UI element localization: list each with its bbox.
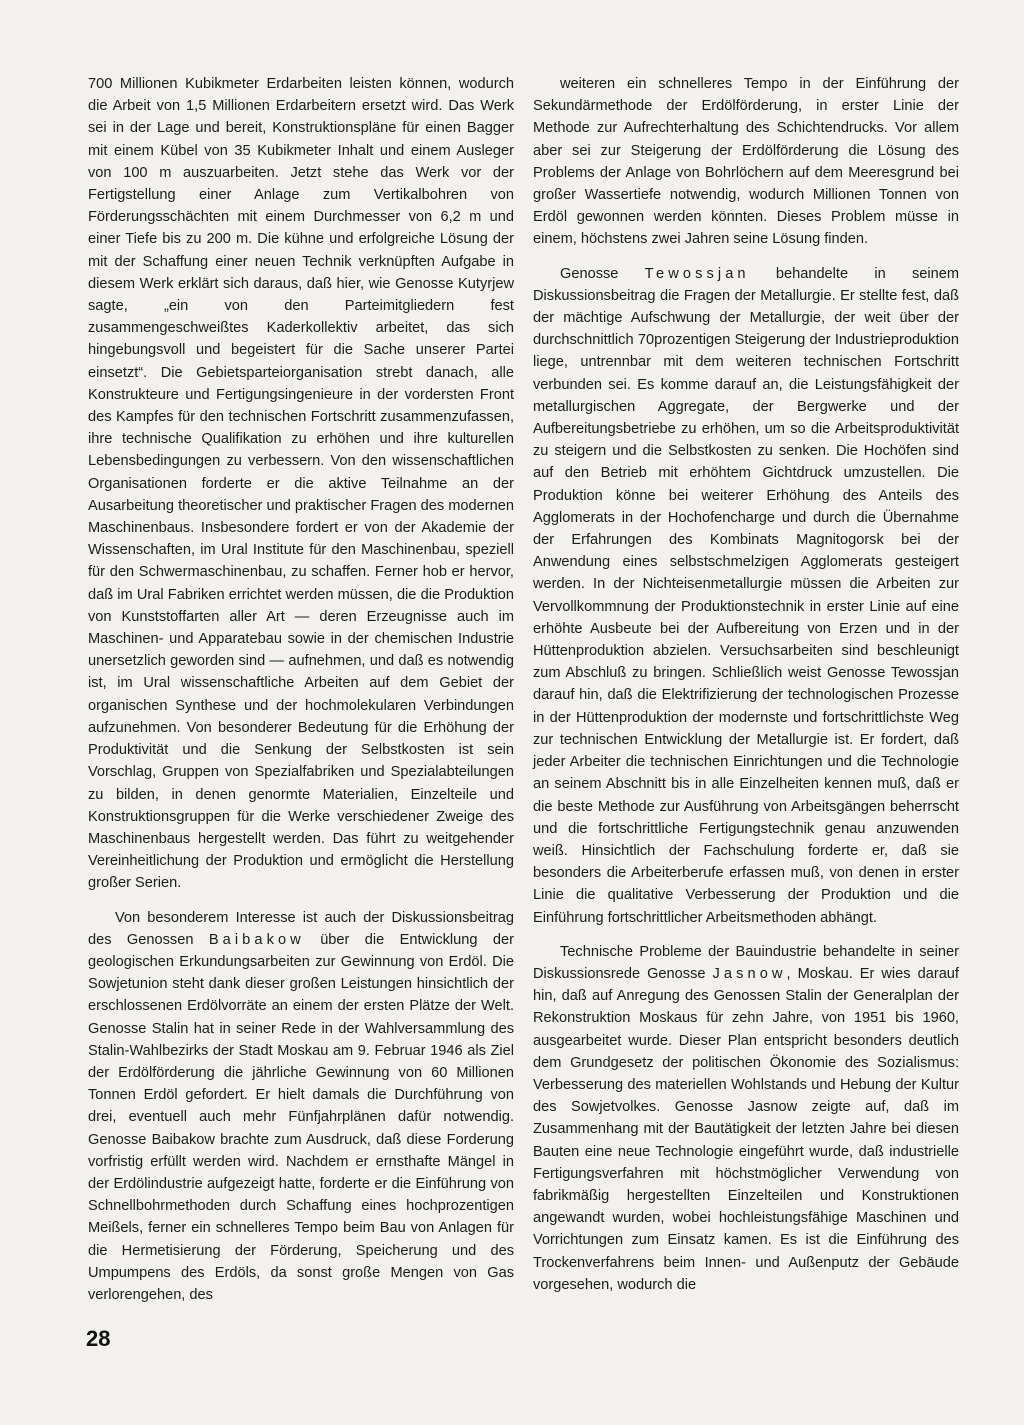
right-paragraph-3 xyxy=(533,941,959,1296)
name-baibakow: Baibakow xyxy=(208,931,305,948)
left-paragraph-1: 700 Millionen Kubikmeter Erdarbeiten leisten können, wodurch die Arbeit von 1,5 Millionen Erdarbeitern ersetzt wird. Das Werk sei in der Lage und bereit, Konstruktionspläne für einen Bagger mit einem Kübel von 35 Kubikmeter Inhalt und einem Ausleger von 100 m auszuarbeiten. Jetzt stehe das Werk vor der Fertigstellung einer Anlage zum Vertikalbohren von Förderungsschächten mit einem Durchmesser von 6,2 m und einer Tiefe bis zu 200 m. Die kühne und erfolgreiche Lösung der mit der Schaffung einer neuen Technik verknüpften Aufgabe in diesem Werk erklärt sich daraus, daß hier, wie Genosse Kutyrjew sagte, „ein von den Parteimitgliedern fest zusammengeschweißtes Kaderkollektiv arbeitet, das sich hingebungsvoll und begeistert für die Sache unserer Partei einsetzt“. Die Gebietsparteiorganisation strebt danach, alle Konstrukteure und Fertigungsingenieure in der vordersten Front des Kampfes für den technischen Fortschritt zusammenzufassen, ihre technische Qualifikation zu erhöhen und ihre kulturellen Lebensbedingungen zu verbessern. Von den wissenschaftlichen Organisationen forderte er die aktive Teilnahme an der Ausarbeitung theoretischer und praktischer Fragen des modernen Maschinenbaus. Insbesondere fordert er von der Akademie der Wissenschaften, im Ural Institute für den Maschinenbau, speziell für den Schwermaschinenbau, zu schaffen. Ferner hob er hervor, daß im Ural Fabriken errichtet werden müssen, die die Produktion von Kunststoffarten aller Art — deren Erzeugnisse auch im Maschinen- und Apparatebau sowie in der chemischen Industrie unersetzlich geworden sind — aufnehmen, und daß es notwendig ist, im Ural wissenschaftliche Arbeiten auf dem Gebiet der organischen Synthese und der hochmolekularen Verbindungen aufzunehmen. Von besonderer Bedeutung für die Erhöhung der Produktivität und die Senkung der Selbstkosten ist sein Vorschlag, Gruppen von Spezialfabriken und Spezialabteilungen zu bilden, in denen genormte Materialien, Einzelteile und Konstruktionsgruppen für die Werke verschiedener Zweige des Maschinenbaus hergestellt werden. Das führt zu weitgehender Vereinheitlichung der Produktion und ermöglicht die Herstellung großer Serien. xyxy=(88,76,514,892)
left-column xyxy=(88,73,514,1306)
left-paragraph-2-body: über die Entwicklung der geologischen Erkundungsarbeiten zur Gewinnung von Erdöl. Die Sowjetunion steht dank dieser großen Leistungen hinsichtlich der erschlossenen Erdölvorräte an einem der ersten Plätze der Welt. Genosse Stalin hat in seiner Rede in der Wahlversammlung des Stalin-Wahlbezirks der Stadt Moskau am 9. Februar 1946 als Ziel der Erdölförderung die jährliche Gewinnung von 60 Millionen Tonnen Erdöl gefordert. Er hielt damals die Durchführung von drei, eventuell auch mehr Fünfjahrplänen dafür notwendig. Genosse Baibakow brachte zum Ausdruck, daß diese Forderung vorfristig erfüllt werden wird. Nachdem er ernsthafte Mängel in der Erdölindustrie aufgezeigt hatte, forderte er die Einführung von Schnellbohrmethoden durch Schaffung eines hochprozentigen Meißels, ferner ein schnelleres Tempo beim Bau von Anlagen für die Hermetisierung der Förderung, Speicherung und des Umpumpens des Erdöls, da sonst große Mengen von Gas verlorengehen, des xyxy=(88,931,514,1303)
right-paragraph-2 xyxy=(533,263,959,929)
right-paragraph-2-lead: Genosse xyxy=(560,265,645,282)
right-paragraph-1: weiteren ein schnelleres Tempo in der Einführung der Sekundärmethode der Erdölförderung, in erster Linie der Methode zur Aufrechterhaltung des Schichtendrucks. Vor allem aber sei zur Steigerung der Erdölförderung die Lösung des Problems der Anlage von Bohrlöchern auf dem Meeresgrund bei großer Wassertiefe notwendig, wodurch Millionen Tonnen von Erdöl gewonnen werden könnten. Dieses Problem müsse in einem, höchstens zwei Jahren seine Lösung finden. xyxy=(533,76,959,248)
page-number: 28 xyxy=(86,1326,111,1351)
right-paragraph-2-body: behandelte in seinem Diskussionsbeitrag die Fragen der Metallurgie. Er stellte fest, daß der mächtige Aufschwung der Metallurgie, der weit über der durchschnittlich 70prozentigen Steigerung der Industrieproduktion liege, untrennbar mit dem weiteren technischen Fortschritt verbunden sei. Es komme darauf an, die Leistungsfähigkeit der metallurgischen Aggregate, der Bergwerke und der Aufbereitungsbetriebe zu erhöhen, um so die Arbeitsproduktivität zu steigern und die Selbstkosten zu senken. Die Hochöfen sind auf den Betrieb mit erhöhtem Gichtdruck umzustellen. Die Produktion könne bei weiterer Erhöhung des Anteils des Agglomerats in der Hochofencharge und durch die Übernahme der Erfahrungen des Kombinats Magnitogorsk bei der Anwendung eines selbstschmelzigen Agglomerats gesteigert werden. In der Nichteisenmetallurgie müssen die Arbeiten zur Vervollkommnung der Produktionstechnik in erster Linie auf eine erhöhte Ausbeute bei der Aufbereitung von Erzen und in der Hüttenproduktion abzielen. Versuchsarbeiten sind beschleunigt zum Abschluß zu bringen. Schließlich weist Genosse Tewossjan darauf hin, daß die Elektrifizierung der technologischen Prozesse in der Hüttenproduktion der modernste und fortschrittlichste Weg zur technischen Entwicklung der Metallurgie ist. Er fordert, daß jeder Arbeiter die technischen Einrichtungen und die Technologie an seinem Abschnitt bis in alle Einzelheiten kennen muß, daß er die beste Methode zur Ausführung von Arbeitsgängen beherrscht und die fortschrittliche Fertigungstechnik genau anzuwenden weiß. Hinsichtlich der Fachschulung forderte er, daß sie besonders die Arbeiterberufe erfassen muß, von denen in erster Linie die qualitative Verbesserung der Produktion und die Einführung fortschrittlicher Arbeitsmethoden abhängt. xyxy=(533,265,960,926)
right-column xyxy=(533,73,959,1296)
right-paragraph-3-body: , Moskau. Er wies darauf hin, daß auf Anregung des Genossen Stalin der Generalplan der Rekonstruktion Moskaus für zehn Jahre, von 1951 bis 1960, ausgearbeitet wurde. Dieser Plan entspricht besonders deutlich dem Grundgesetz der politischen Ökonomie des Sozialismus: Verbesserung des materiellen Wohlstands und Hebung der Kultur des Sowjetvolkes. Genosse Jasnow zeigte auf, daß im Zusammenhang mit der Bautätigkeit der letzten Jahre bei diesen Bauten eine neue Technologie eingeführt wurde, daß industrielle Fertigungsverfahren mit höchstmöglicher Verwendung von fabrikmäßig hergestellten Einzelteilen und Konstruktionen angewandt wurden, wobei hochleistungsfähige Maschinen und Vorrichtungen zum Einsatz kamen. Es ist die Einführung des Trockenverfahrens beim Innen- und Außenputz der Gebäude vorgesehen, wodurch die xyxy=(533,965,959,1293)
name-tewossjan: Tewossjan xyxy=(644,265,750,282)
right-paragraph-3-lead: Technische Probleme der Bauindustrie behandelte in seiner Diskussionsrede Genosse xyxy=(533,943,959,982)
left-paragraph-2-lead: Von besonderem Interesse ist auch der Diskussionsbeitrag des Genossen xyxy=(88,909,514,948)
name-jasnow: Jasnow xyxy=(712,965,787,982)
left-paragraph-2 xyxy=(88,907,514,1307)
